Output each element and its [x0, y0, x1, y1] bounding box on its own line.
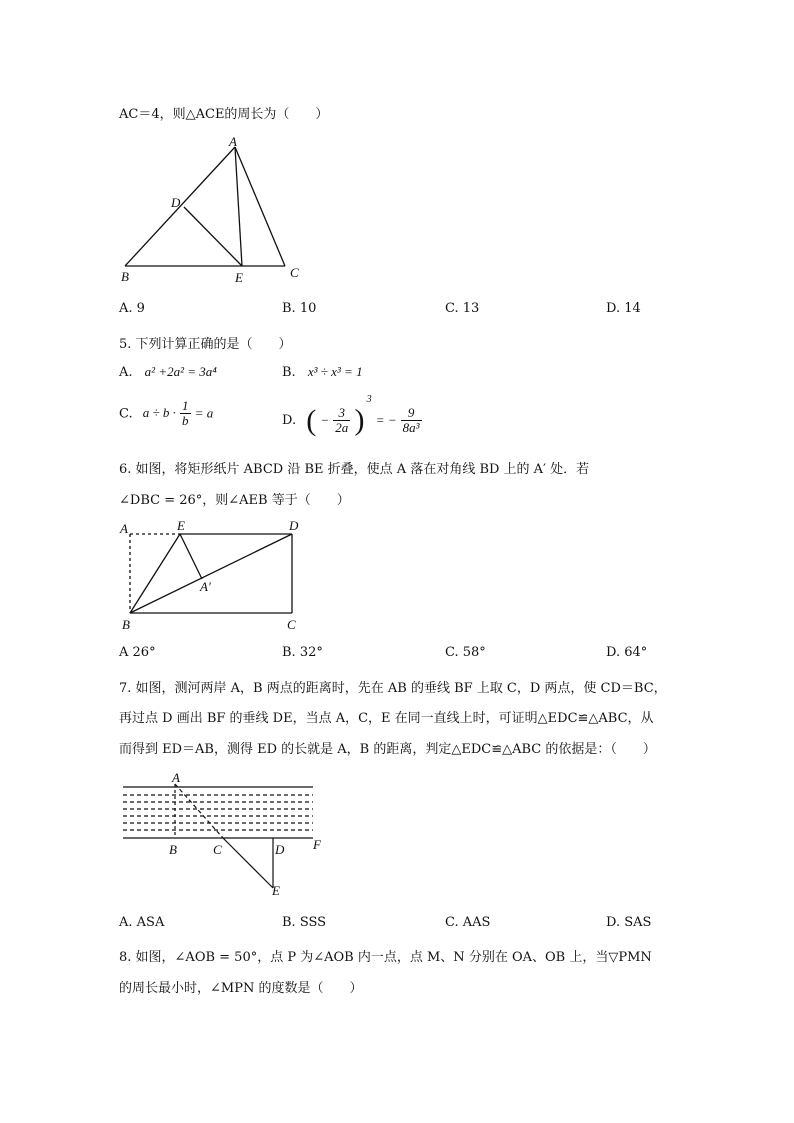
- q4-option-c[interactable]: C. 13: [445, 301, 480, 316]
- q4-label-c: C: [290, 265, 299, 280]
- q4-triangle-figure: [115, 135, 335, 285]
- q6-label-b: B: [122, 617, 130, 632]
- q6-label-c: C: [287, 617, 296, 632]
- q5-option-c-label: C.: [119, 406, 133, 422]
- q4-option-b[interactable]: B. 10: [282, 301, 317, 316]
- q5-option-c-fraction: [180, 399, 191, 429]
- q5-stem: 5. 下列计算正确的是（ ）: [119, 337, 292, 352]
- q5-option-b-label: B.: [282, 365, 296, 380]
- q5-option-a[interactable]: [119, 364, 217, 380]
- q5-option-d-rhs-num: 9: [401, 406, 422, 421]
- q5-option-d-right-paren: ): [354, 403, 365, 437]
- q7-label-f: F: [313, 837, 321, 852]
- q4-stem: AC＝4，则△ACE的周长为（ ）: [119, 107, 329, 122]
- q6-stem-line1: 6. 如图，将矩形纸片 ABCD 沿 BE 折叠，使点 A 落在对角线 BD 上的 A′ 处．若: [119, 462, 590, 477]
- q5-option-c[interactable]: [119, 399, 213, 429]
- q7-label-a: A: [172, 770, 180, 785]
- q5-option-d-label: D.: [282, 413, 297, 428]
- q7-option-d[interactable]: D. SAS: [606, 915, 652, 930]
- q5-option-c-den: b: [182, 413, 189, 429]
- q6-option-c[interactable]: C. 58°: [445, 645, 486, 660]
- q7-label-e: E: [272, 883, 280, 898]
- q5-option-c-rhs: = a: [194, 405, 214, 421]
- q5-option-d-inner-num: 3: [333, 406, 350, 421]
- q6-label-d: D: [289, 518, 299, 533]
- q7-stem-line2: 再过点 D 画出 BF 的垂线 DE，当点 A，C，E 在同一直线上时，可证明△EDC≌△ABC，从: [119, 711, 654, 726]
- q7-stem-line3: 而得到 ED＝AB，测得 ED 的长就是 A，B 的距离，判定△EDC≌△ABC 的依据是：（ ）: [119, 742, 656, 757]
- q7-option-b[interactable]: B. SSS: [282, 915, 327, 930]
- q4-label-a: A: [229, 135, 237, 149]
- q5-option-c-num: 1: [182, 398, 189, 413]
- q7-label-d: D: [275, 842, 285, 857]
- q4-option-d[interactable]: D. 14: [606, 301, 641, 316]
- q7-river-figure: [118, 770, 338, 900]
- q4-label-d: D: [171, 195, 181, 210]
- q5-option-d-rhs-sign: = −: [375, 412, 397, 428]
- q5-option-d-exponent: 3: [366, 394, 372, 405]
- q5-option-a-label: A.: [119, 365, 133, 380]
- q6-option-b[interactable]: B. 32°: [282, 645, 323, 660]
- q6-option-a[interactable]: A 26°: [119, 645, 156, 660]
- q5-option-d-left-paren: (: [306, 403, 317, 437]
- q5-option-d-rhs-fraction: [401, 406, 422, 436]
- q5-option-d-inner-den: 2a: [335, 420, 349, 435]
- q7-option-c[interactable]: C. AAS: [445, 915, 491, 930]
- q6-option-d[interactable]: D. 64°: [606, 645, 648, 660]
- q5-option-d[interactable]: [282, 394, 422, 438]
- q7-stem-line1: 7. 如图，测河两岸 A，B 两点的距离时，先在 AB 的垂线 BF 上取 C，D 两点，使 CD＝BC，: [119, 681, 667, 696]
- q7-option-a[interactable]: A. ASA: [119, 915, 165, 930]
- q5-option-b[interactable]: [282, 364, 363, 380]
- q5-option-b-expr: x³ ÷ x³ = 1: [307, 364, 363, 379]
- q6-stem-line2: ∠DBC = 26°，则∠AEB 等于（ ）: [119, 493, 350, 508]
- q5-option-d-rhs-den: 8a³: [402, 420, 420, 435]
- q4-option-a[interactable]: A. 9: [119, 301, 145, 316]
- q8-stem-line1: 8. 如图，∠AOB = 50°，点 P 为∠AOB 内一点，点 M、N 分别在 OA、OB 上，当▽PMN: [119, 950, 652, 965]
- q6-rectangle-figure: [114, 515, 314, 640]
- q5-option-d-inner-sign: −: [320, 412, 330, 428]
- q6-label-e: E: [177, 518, 185, 533]
- q7-label-b: B: [169, 842, 177, 857]
- q6-label-a: A: [120, 521, 128, 536]
- q4-label-b: B: [121, 269, 129, 284]
- q5-option-d-inner-fraction: [333, 406, 350, 436]
- q6-label-a-prime: A′: [200, 579, 211, 594]
- q5-option-c-lhs: a ÷ b ·: [142, 405, 176, 421]
- q8-stem-line2: 的周长最小时，∠MPN 的度数是（ ）: [119, 981, 363, 996]
- q7-label-c: C: [213, 842, 222, 857]
- q4-label-e: E: [235, 270, 243, 285]
- q5-option-a-expr: a² +2a² = 3a⁴: [144, 364, 217, 379]
